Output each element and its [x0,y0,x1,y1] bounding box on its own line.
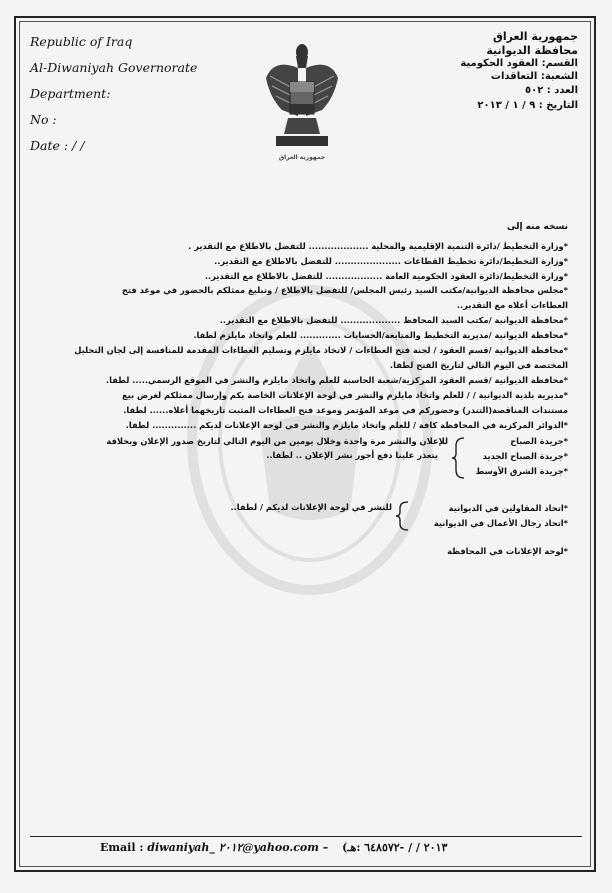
header-governorate-ar: محافظة الديوانية [486,44,578,57]
header-date-en: Date : / / [30,138,85,153]
iraq-eagle-emblem-icon [262,38,342,156]
email-address: diwaniyah_ ٢٠١٢@yahoo.com – [147,841,329,854]
newspaper-item: *جريدة الصباح الجديد [482,451,568,461]
unions-note: للنشر في لوحة الإعلانات لديكم / لطفا.. [230,502,392,512]
distribution-line: *وزارة التخطيط/دائرة العقود الحكومية العامة .................. للتفضل بالاطلاع مع التقدير.. [204,271,568,281]
header-number-ar: العدد : ٥٠٢ [524,85,578,96]
footer-contact [100,841,447,854]
header-department-en: Department: [30,86,111,101]
distribution-line: *محافظة الديوانية /قسم العقود المركزية/شعبة الحاسبة للعلم واتخاذ مايلزم والنشر في الموقع الرسمي..... لطفا. [105,375,568,385]
newspaper-item: *جريدة الشرق الأوسط [475,466,568,476]
newspapers-brace-icon [452,436,466,480]
newspapers-note-line1: للإعلان والنشر مرة واحدة وخلال يومين من اليوم التالي لتاريخ صدور الإعلان وبخلافة [106,436,448,446]
distribution-line: *محافظة الديوانية /مديرية التخطيط والمتابعة/الحسابات ............. للعلم واتخاذ مايلزم لطفا. [193,330,568,340]
distribution-line: *مديرية بلدية الديوانية / / للعلم واتخاذ مايلزم والنشر في لوحة الإعلانات الخاصة بكم وإرسال ممثلكم لغرض بيع [121,390,568,400]
distribution-line: *محافظة الديوانية /قسم العقود / لجنة فتح العطاءات / لاتخاذ مايلزم وتسليم العطاءات المقدمة للمنافسة إلى لجان التحليل [74,345,568,355]
header-governorate-en: Al-Diwaniyah Governorate [30,60,198,75]
copy-to-heading: نسخه منه إلى [506,222,568,232]
distribution-line: *وزارة التخطيط/دائرة تخطيط القطاعات ..................... للتفضل بالاطلاع مع التقدير.. [214,256,568,266]
distribution-line: مستندات المناقصة(التندر) وحضوركم في موعد المؤتمر وموعد فتح العطاءات المثبت تاريخهما أعلاه...... لطفا. [123,405,568,415]
email-label: Email : [100,841,144,854]
header-country-en: Republic of Iraq [30,34,133,49]
header-number-en: No : [30,112,57,127]
header-section-ar: الشعبة: التعاقدات [490,71,578,82]
header-department-ar: القسم: العقود الحكومية [460,58,578,69]
newspaper-item: *جريدة الصباح [510,436,568,446]
distribution-line: العطاءات أعلاه مع التقدير.. [456,300,568,310]
union-item: *اتحاد رجال الأعمال في الديوانية [433,518,568,528]
newspapers-note-line2: يتعذر علينا دفع أجور نشر الإعلان .. لطفا.. [266,450,438,460]
footer-rule [30,836,582,837]
distribution-line: *مجلس محافظة الديوانية/مكتب السيد رئيس المجلس/ للتفضل بالاطلاع / وتبليغ ممثلكم بالحضور في موعد فتح [121,285,568,295]
distribution-line: *الدوائر المركزية في المحافظة كافة / للعلم واتخاذ مايلزم والنشر في لوحة الإعلانات لديكم .............. لطفا. [125,420,568,430]
header-country-ar: جمهورية العراق [493,30,578,43]
header-date-ar: التاريخ : ٩ / ١ / ٢٠١٣ [477,100,578,111]
footer-phone-date: (٢٠١٣ / / -٦٤٨٥٧٢ :هـ [342,841,448,854]
distribution-line: المختصة في اليوم التالي لتاريخ الفتح لطفا. [389,360,568,370]
distribution-line: *وزارة التخطيط /دائرة التنمية الإقليمية والمحلية ................... للتفضل بالاطلاع مع التقدير . [188,241,568,251]
union-item: *اتحاد المقاولين في الديوانية [448,503,568,513]
distribution-line: *محافظة الديوانية /مكتب السيد المحافظ ................... للتفضل بالاطلاع مع التقدير.. [219,315,568,325]
distribution-line-last: *لوحة الإعلانات في المحافظة [447,546,568,556]
unions-brace-icon [396,500,410,532]
emblem-caption: جمهورية العراق [278,154,326,161]
